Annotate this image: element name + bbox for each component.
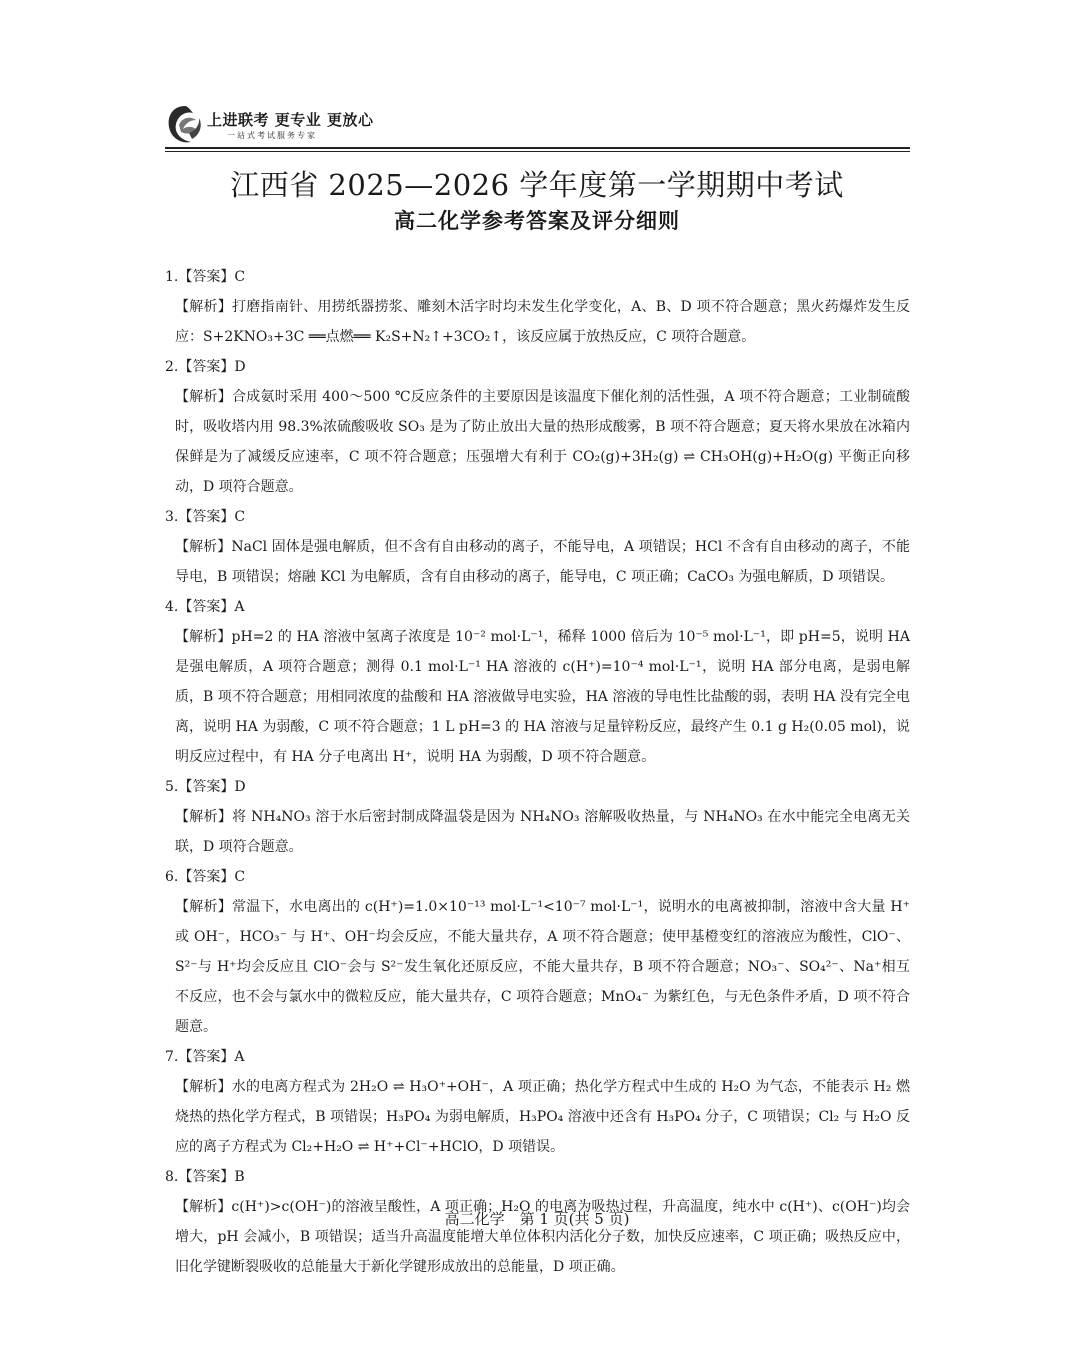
question-explanation: 【解析】pH=2 的 HA 溶液中氢离子浓度是 10⁻² mol·L⁻¹，稀释 1000 倍后为 10⁻⁵ mol·L⁻¹，即 pH=5，说明 HA 是强电解质，A 项符合题意；测得 0.1 mol·L⁻¹ HA 溶液的 c(H⁺)=10⁻⁴ mol·L⁻¹，说明 HA 部分电离，是弱电解质，B 项不符合题意；用相同浓度的盐酸和 HA 溶液做导电实验，HA 溶液的导电性比盐酸的弱，表明 HA 没有完全电离，说明 HA 为弱酸，C 项不符合题意；1 L pH=3 的 HA 溶液与足量锌粉反应，最终产生 0.1 g H₂(0.05 mol)，说明反应过程中，有 HA 分子电离出 H⁺，说明 HA 为弱酸，D 项不符合题意。 [175, 629, 910, 765]
question-explanation: 【解析】水的电离方程式为 2H₂O ⇌ H₃O⁺+OH⁻，A 项正确；热化学方程式中生成的 H₂O 为气态，不能表示 H₂ 燃烧热的热化学方程式，B 项错误；H₃PO₄ 为弱电解质，H₃PO₄ 溶液中还含有 H₃PO₄ 分子，C 项错误；Cl₂ 与 H₂O 反应的离子方程式为 Cl₂+H₂O ⇌ H⁺+Cl⁻+HClO，D 项错误。 [175, 1079, 910, 1155]
question-explanation: 【解析】合成氨时采用 400～500 ℃反应条件的主要原因是该温度下催化剂的活性强，A 项不符合题意；工业制硫酸时，吸收塔内用 98.3%浓硫酸吸收 SO₃ 是为了防止放出大量的热形成酸雾，B 项不符合题意；夏天将水果放在冰箱内保鲜是为了减缓反应速率，C 项不符合题意；压强增大有利于 CO₂(g)+3H₂(g) ⇌ CH₃OH(g)+H₂O(g) 平衡正向移动，D 项符合题意。 [175, 389, 910, 495]
header [165, 100, 910, 152]
question-item [165, 862, 910, 1042]
question-item [165, 502, 910, 592]
question-item [165, 262, 910, 352]
question-answer: 5.【答案】D [165, 779, 246, 795]
question-item [165, 1042, 910, 1162]
question-explanation: 【解析】打磨指南针、用捞纸器捞浆、雕刻木活字时均未发生化学变化，A、B、D 项不符合题意；黑火药爆炸发生反应：S+2KNO₃+3C ══点燃══ K₂S+N₂↑+3CO₂↑，该反应属于放热反应，C 项符合题意。 [175, 299, 910, 345]
page-footer: 高二化学 第 1 页(共 5 页) [444, 1210, 630, 1228]
page-title: 江西省 2025—2026 学年度第一学期期中考试 [230, 168, 844, 202]
question-answer: 6.【答案】C [165, 869, 246, 885]
header-divider-thin [165, 151, 910, 152]
question-explanation: 【解析】常温下，水电离出的 c(H⁺)=1.0×10⁻¹³ mol·L⁻¹<10⁻⁷ mol·L⁻¹，说明水的电离被抑制，溶液中含大量 H⁺ 或 OH⁻，HCO₃⁻ 与 H⁺、OH⁻均会反应，不能大量共存，A 项不符合题意；使甲基橙变红的溶液应为酸性，ClO⁻、S²⁻与 H⁺均会反应且 ClO⁻会与 S²⁻发生氧化还原反应，不能大量共存，B 项不符合题意；NO₃⁻、SO₄²⁻、Na⁺相互不反应，也不会与氯水中的微粒反应，能大量共存，C 项符合题意；MnO₄⁻ 为紫红色，与无色条件矛盾，D 项不符合题意。 [175, 899, 910, 1035]
question-item [165, 592, 910, 772]
question-answer: 7.【答案】A [165, 1049, 245, 1065]
question-answer: 8.【答案】B [165, 1169, 245, 1185]
logo-tagline: 一站式考试服务专家 [227, 131, 317, 140]
logo-icon [165, 103, 205, 147]
question-item [165, 352, 910, 502]
question-explanation: 【解析】c(H⁺)>c(OH⁻)的溶液呈酸性，A 项正确；H₂O 的电离为吸热过程，升高温度，纯水中 c(H⁺)、c(OH⁻)均会增大，pH 会减小，B 项错误；适当升高温度能增大单位体积内活化分子数，加快反应速率，C 项正确；吸热反应中，旧化学键断裂吸收的总能量大于新化学键形成放出的总能量，D 项正确。 [175, 1199, 910, 1275]
question-answer: 2.【答案】D [165, 359, 246, 375]
question-item [165, 772, 910, 862]
question-answer: 3.【答案】C [165, 509, 246, 525]
header-divider [165, 147, 910, 149]
question-explanation: 【解析】将 NH₄NO₃ 溶于水后密封制成降温袋是因为 NH₄NO₃ 溶解吸收热量，与 NH₄NO₃ 在水中能完全电离无关联，D 项符合题意。 [175, 809, 910, 855]
logo-slogan: 上进联考 更专业 更放心 [207, 111, 374, 129]
question-answer: 1.【答案】C [165, 269, 246, 285]
answer-list [165, 262, 910, 1282]
question-explanation: 【解析】NaCl 固体是强电解质，但不含有自由移动的离子，不能导电，A 项错误；HCl 不含有自由移动的离子，不能导电，B 项错误；熔融 KCl 为电解质，含有自由移动的离子，能导电，C 项正确；CaCO₃ 为强电解质，D 项错误。 [175, 539, 910, 585]
page-subtitle: 高二化学参考答案及评分细则 [394, 209, 680, 233]
question-answer: 4.【答案】A [165, 599, 245, 615]
